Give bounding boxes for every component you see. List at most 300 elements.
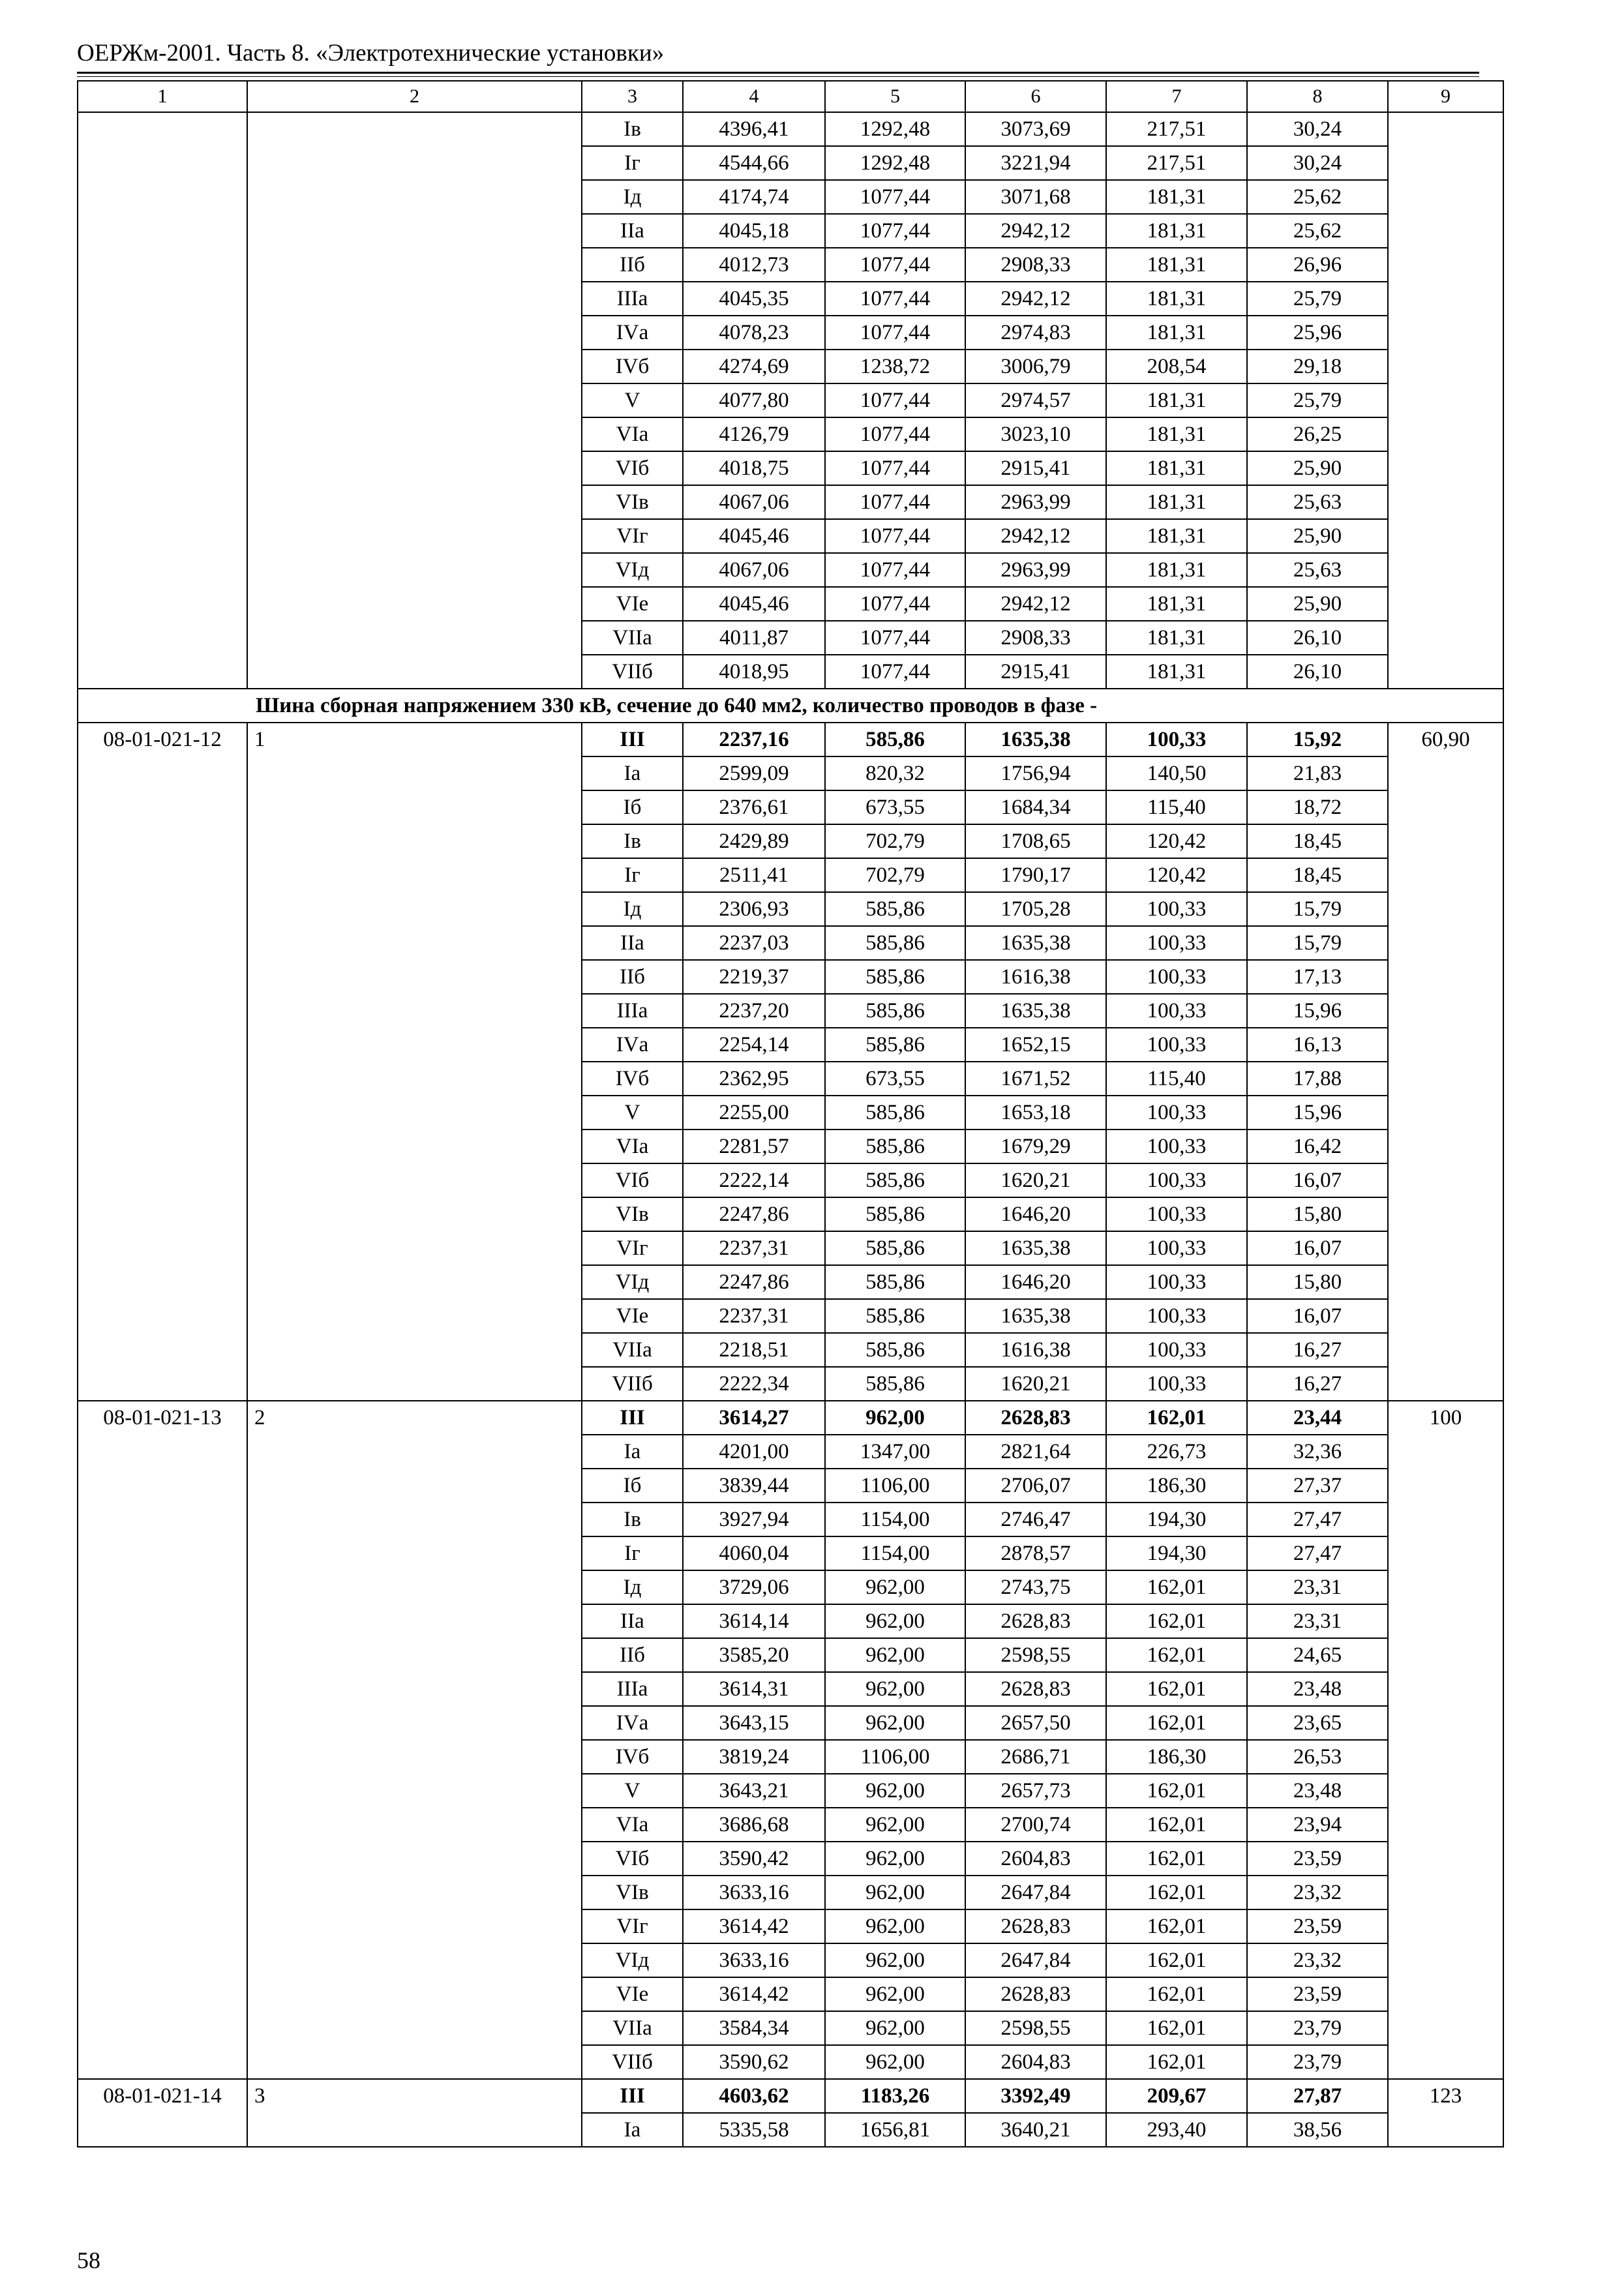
- value-cell: 3392,49: [965, 2079, 1106, 2113]
- value-cell: 162,01: [1106, 1943, 1247, 1977]
- value-cell: 181,31: [1106, 655, 1247, 689]
- category-cell: VIг: [582, 519, 683, 553]
- category-cell: VIе: [582, 1299, 683, 1333]
- category-cell: V: [582, 1774, 683, 1808]
- value-cell: 1077,44: [825, 587, 965, 621]
- value-cell: 1756,94: [965, 756, 1106, 790]
- value-cell: 3686,68: [683, 1808, 825, 1842]
- value-cell: 23,65: [1247, 1706, 1388, 1740]
- value-cell: 3073,69: [965, 112, 1106, 146]
- value-cell: 4018,75: [683, 451, 825, 485]
- value-cell: 1077,44: [825, 180, 965, 214]
- category-cell: VIIа: [582, 1333, 683, 1367]
- value-cell: 25,79: [1247, 383, 1388, 417]
- value-cell: 1106,00: [825, 1469, 965, 1503]
- value-cell: 3633,16: [683, 1943, 825, 1977]
- value-cell: 18,72: [1247, 790, 1388, 824]
- value-cell: 25,63: [1247, 553, 1388, 587]
- value-cell: 181,31: [1106, 417, 1247, 451]
- value-cell: 17,13: [1247, 960, 1388, 994]
- value-cell: 26,10: [1247, 655, 1388, 689]
- table-body: [78, 81, 1503, 2147]
- value-cell: 585,86: [825, 1299, 965, 1333]
- value-cell: 962,00: [825, 2045, 965, 2079]
- value-cell: 23,44: [1247, 1401, 1388, 1435]
- value-cell: 217,51: [1106, 112, 1247, 146]
- value-cell: 100,33: [1106, 1265, 1247, 1299]
- value-cell: 2247,86: [683, 1265, 825, 1299]
- value-cell: 162,01: [1106, 1570, 1247, 1604]
- value-cell: 1646,20: [965, 1197, 1106, 1231]
- value-cell: 1646,20: [965, 1265, 1106, 1299]
- value-cell: 3590,42: [683, 1842, 825, 1876]
- category-cell: IVб: [582, 1062, 683, 1096]
- value-cell: 702,79: [825, 824, 965, 858]
- value-cell: 25,62: [1247, 180, 1388, 214]
- value-cell: 181,31: [1106, 451, 1247, 485]
- value-cell: 100,33: [1106, 1096, 1247, 1130]
- column-header: 2: [247, 81, 582, 112]
- value-cell: 4077,80: [683, 383, 825, 417]
- value-cell: 3071,68: [965, 180, 1106, 214]
- value-cell: 4126,79: [683, 417, 825, 451]
- value-cell: 4045,18: [683, 214, 825, 248]
- value-cell: 1671,52: [965, 1062, 1106, 1096]
- value-cell: 1077,44: [825, 621, 965, 655]
- value-cell: 4018,95: [683, 655, 825, 689]
- category-cell: III: [582, 2079, 683, 2113]
- value-cell: 1077,44: [825, 417, 965, 451]
- value-cell: 820,32: [825, 756, 965, 790]
- value-cell: 4045,46: [683, 519, 825, 553]
- value-cell: 585,86: [825, 960, 965, 994]
- value-cell: 3927,94: [683, 1503, 825, 1536]
- value-cell: 4603,62: [683, 2079, 825, 2113]
- value-cell: 38,56: [1247, 2113, 1388, 2147]
- value-cell: 226,73: [1106, 1435, 1247, 1469]
- value-cell: 1656,81: [825, 2113, 965, 2147]
- value-cell: 1679,29: [965, 1130, 1106, 1163]
- column-header-row: [78, 81, 1503, 112]
- value-cell: 585,86: [825, 723, 965, 756]
- value-cell: 962,00: [825, 1909, 965, 1943]
- value-cell: 15,80: [1247, 1197, 1388, 1231]
- section-row: [78, 689, 1503, 723]
- value-cell: 162,01: [1106, 1808, 1247, 1842]
- value-cell: 3023,10: [965, 417, 1106, 451]
- row-total: 60,90: [1388, 723, 1503, 1401]
- value-cell: 115,40: [1106, 790, 1247, 824]
- value-cell: 962,00: [825, 1706, 965, 1740]
- value-cell: 30,24: [1247, 146, 1388, 180]
- value-cell: 100,33: [1106, 994, 1247, 1028]
- value-cell: 23,32: [1247, 1876, 1388, 1909]
- value-cell: 3819,24: [683, 1740, 825, 1774]
- value-cell: 23,59: [1247, 1842, 1388, 1876]
- value-cell: 2657,73: [965, 1774, 1106, 1808]
- value-cell: 1635,38: [965, 723, 1106, 756]
- value-cell: 5335,58: [683, 2113, 825, 2147]
- value-cell: 209,67: [1106, 2079, 1247, 2113]
- category-cell: IVб: [582, 350, 683, 383]
- value-cell: 2743,75: [965, 1570, 1106, 1604]
- value-cell: 2254,14: [683, 1028, 825, 1062]
- value-cell: 4174,74: [683, 180, 825, 214]
- value-cell: 100,33: [1106, 1197, 1247, 1231]
- value-cell: 21,83: [1247, 756, 1388, 790]
- category-cell: III: [582, 723, 683, 756]
- value-cell: 585,86: [825, 994, 965, 1028]
- value-cell: 2599,09: [683, 756, 825, 790]
- value-cell: 16,42: [1247, 1130, 1388, 1163]
- value-cell: 3729,06: [683, 1570, 825, 1604]
- value-cell: 162,01: [1106, 1672, 1247, 1706]
- value-cell: 16,13: [1247, 1028, 1388, 1062]
- category-cell: IVа: [582, 316, 683, 350]
- value-cell: 1708,65: [965, 824, 1106, 858]
- value-cell: 15,96: [1247, 994, 1388, 1028]
- value-cell: 4544,66: [683, 146, 825, 180]
- category-cell: VIд: [582, 553, 683, 587]
- value-cell: 1077,44: [825, 655, 965, 689]
- value-cell: 1077,44: [825, 383, 965, 417]
- value-cell: 3221,94: [965, 146, 1106, 180]
- value-cell: 26,25: [1247, 417, 1388, 451]
- value-cell: 100,33: [1106, 1130, 1247, 1163]
- value-cell: 181,31: [1106, 383, 1247, 417]
- category-cell: IIа: [582, 1604, 683, 1638]
- category-cell: VIIб: [582, 1367, 683, 1401]
- value-cell: 1653,18: [965, 1096, 1106, 1130]
- category-cell: VIг: [582, 1909, 683, 1943]
- category-cell: VIд: [582, 1943, 683, 1977]
- value-cell: 1292,48: [825, 112, 965, 146]
- value-cell: 2237,03: [683, 926, 825, 960]
- value-cell: 29,18: [1247, 350, 1388, 383]
- value-cell: 1077,44: [825, 485, 965, 519]
- value-cell: 585,86: [825, 892, 965, 926]
- value-cell: 2974,83: [965, 316, 1106, 350]
- header-rule-thin: [77, 76, 1479, 77]
- value-cell: 23,31: [1247, 1570, 1388, 1604]
- value-cell: 100,33: [1106, 1333, 1247, 1367]
- category-cell: Iа: [582, 756, 683, 790]
- value-cell: 2604,83: [965, 1842, 1106, 1876]
- value-cell: 18,45: [1247, 858, 1388, 892]
- value-cell: 162,01: [1106, 1604, 1247, 1638]
- value-cell: 2628,83: [965, 1604, 1106, 1638]
- value-cell: 2700,74: [965, 1808, 1106, 1842]
- value-cell: 100,33: [1106, 960, 1247, 994]
- value-cell: 1154,00: [825, 1503, 965, 1536]
- value-cell: 15,79: [1247, 892, 1388, 926]
- value-cell: 23,48: [1247, 1774, 1388, 1808]
- category-cell: VIв: [582, 485, 683, 519]
- value-cell: 15,96: [1247, 1096, 1388, 1130]
- value-cell: 673,55: [825, 1062, 965, 1096]
- category-cell: Iг: [582, 146, 683, 180]
- category-cell: VIв: [582, 1197, 683, 1231]
- category-cell: VIа: [582, 417, 683, 451]
- value-cell: 15,80: [1247, 1265, 1388, 1299]
- value-cell: 2511,41: [683, 858, 825, 892]
- value-cell: 1620,21: [965, 1163, 1106, 1197]
- value-cell: 18,45: [1247, 824, 1388, 858]
- value-cell: 2915,41: [965, 451, 1106, 485]
- value-cell: 3006,79: [965, 350, 1106, 383]
- value-cell: 217,51: [1106, 146, 1247, 180]
- value-cell: 26,96: [1247, 248, 1388, 282]
- value-cell: 3614,31: [683, 1672, 825, 1706]
- value-cell: 2222,14: [683, 1163, 825, 1197]
- value-cell: 115,40: [1106, 1062, 1247, 1096]
- value-cell: 25,79: [1247, 282, 1388, 316]
- value-cell: 4067,06: [683, 553, 825, 587]
- value-cell: 3585,20: [683, 1638, 825, 1672]
- value-cell: 1238,72: [825, 350, 965, 383]
- value-cell: 27,47: [1247, 1536, 1388, 1570]
- value-cell: 4078,23: [683, 316, 825, 350]
- value-cell: 100,33: [1106, 892, 1247, 926]
- value-cell: 100,33: [1106, 1231, 1247, 1265]
- category-cell: IVа: [582, 1706, 683, 1740]
- value-cell: 17,88: [1247, 1062, 1388, 1096]
- value-cell: 293,40: [1106, 2113, 1247, 2147]
- category-cell: VIIб: [582, 655, 683, 689]
- value-cell: 2604,83: [965, 2045, 1106, 2079]
- value-cell: 4045,46: [683, 587, 825, 621]
- value-cell: 3633,16: [683, 1876, 825, 1909]
- value-cell: 2963,99: [965, 553, 1106, 587]
- value-cell: 23,31: [1247, 1604, 1388, 1638]
- row-number: 2: [247, 1401, 582, 2079]
- category-cell: Iб: [582, 1469, 683, 1503]
- value-cell: 120,42: [1106, 858, 1247, 892]
- value-cell: 1154,00: [825, 1536, 965, 1570]
- value-cell: 1616,38: [965, 1333, 1106, 1367]
- value-cell: 181,31: [1106, 214, 1247, 248]
- value-cell: 181,31: [1106, 553, 1247, 587]
- page-number: 58: [77, 2247, 100, 2273]
- value-cell: 1077,44: [825, 451, 965, 485]
- value-cell: 2647,84: [965, 1943, 1106, 1977]
- value-cell: 181,31: [1106, 282, 1247, 316]
- value-cell: 100,33: [1106, 723, 1247, 756]
- value-cell: 585,86: [825, 926, 965, 960]
- value-cell: 2657,50: [965, 1706, 1106, 1740]
- value-cell: 1652,15: [965, 1028, 1106, 1062]
- value-cell: 585,86: [825, 1197, 965, 1231]
- row-total: 100: [1388, 1401, 1503, 2079]
- value-cell: 25,96: [1247, 316, 1388, 350]
- value-cell: 962,00: [825, 1570, 965, 1604]
- column-header: 5: [825, 81, 965, 112]
- value-cell: 585,86: [825, 1028, 965, 1062]
- value-cell: 25,62: [1247, 214, 1388, 248]
- value-cell: 1077,44: [825, 248, 965, 282]
- value-cell: 23,79: [1247, 2045, 1388, 2079]
- value-cell: 2362,95: [683, 1062, 825, 1096]
- category-cell: VIб: [582, 1842, 683, 1876]
- value-cell: 2598,55: [965, 2011, 1106, 2045]
- category-cell: IIб: [582, 1638, 683, 1672]
- value-cell: 2878,57: [965, 1536, 1106, 1570]
- value-cell: 25,90: [1247, 451, 1388, 485]
- value-cell: 585,86: [825, 1367, 965, 1401]
- value-cell: 2942,12: [965, 214, 1106, 248]
- value-cell: 962,00: [825, 1672, 965, 1706]
- row-number: [247, 112, 582, 689]
- value-cell: 181,31: [1106, 248, 1247, 282]
- value-cell: 100,33: [1106, 1028, 1247, 1062]
- value-cell: 3614,42: [683, 1909, 825, 1943]
- row-code: 08-01-021-14: [78, 2079, 247, 2147]
- value-cell: 3643,15: [683, 1706, 825, 1740]
- price-table: [77, 80, 1504, 2147]
- value-cell: 962,00: [825, 1401, 965, 1435]
- value-cell: 962,00: [825, 1876, 965, 1909]
- value-cell: 4396,41: [683, 112, 825, 146]
- value-cell: 16,07: [1247, 1163, 1388, 1197]
- value-cell: 2908,33: [965, 248, 1106, 282]
- category-cell: III: [582, 1401, 683, 1435]
- value-cell: 2706,07: [965, 1469, 1106, 1503]
- column-header: 6: [965, 81, 1106, 112]
- column-header: 4: [683, 81, 825, 112]
- section-title: Шина сборная напряжением 330 кВ, сечение до 640 мм2, количество проводов в фазе -: [78, 689, 1503, 723]
- category-cell: Iг: [582, 858, 683, 892]
- value-cell: 15,79: [1247, 926, 1388, 960]
- value-cell: 962,00: [825, 1774, 965, 1808]
- category-cell: Iа: [582, 2113, 683, 2147]
- value-cell: 1077,44: [825, 553, 965, 587]
- value-cell: 2628,83: [965, 1909, 1106, 1943]
- value-cell: 181,31: [1106, 621, 1247, 655]
- value-cell: 1635,38: [965, 1299, 1106, 1333]
- value-cell: 162,01: [1106, 2045, 1247, 2079]
- value-cell: 100,33: [1106, 926, 1247, 960]
- value-cell: 1635,38: [965, 994, 1106, 1028]
- value-cell: 2908,33: [965, 621, 1106, 655]
- category-cell: VIа: [582, 1808, 683, 1842]
- category-cell: IIIа: [582, 1672, 683, 1706]
- value-cell: 1684,34: [965, 790, 1106, 824]
- category-cell: Iв: [582, 112, 683, 146]
- value-cell: 2598,55: [965, 1638, 1106, 1672]
- category-cell: Iд: [582, 1570, 683, 1604]
- value-cell: 2915,41: [965, 655, 1106, 689]
- value-cell: 2219,37: [683, 960, 825, 994]
- value-cell: 2281,57: [683, 1130, 825, 1163]
- value-cell: 2686,71: [965, 1740, 1106, 1774]
- value-cell: 25,90: [1247, 519, 1388, 553]
- row-total: 123: [1388, 2079, 1503, 2147]
- value-cell: 585,86: [825, 1096, 965, 1130]
- value-cell: 2974,57: [965, 383, 1106, 417]
- category-cell: IIIа: [582, 282, 683, 316]
- column-header: 9: [1388, 81, 1503, 112]
- value-cell: 2942,12: [965, 587, 1106, 621]
- page-header: ОЕРЖм-2001. Часть 8. «Электротехнические установки»: [77, 40, 665, 67]
- value-cell: 162,01: [1106, 1774, 1247, 1808]
- value-cell: 27,87: [1247, 2079, 1388, 2113]
- value-cell: 2237,31: [683, 1231, 825, 1265]
- value-cell: 1347,00: [825, 1435, 965, 1469]
- value-cell: 585,86: [825, 1265, 965, 1299]
- value-cell: 16,07: [1247, 1299, 1388, 1333]
- value-cell: 24,65: [1247, 1638, 1388, 1672]
- value-cell: 2942,12: [965, 519, 1106, 553]
- category-cell: IIа: [582, 926, 683, 960]
- value-cell: 1292,48: [825, 146, 965, 180]
- value-cell: 23,59: [1247, 1977, 1388, 2011]
- value-cell: 2963,99: [965, 485, 1106, 519]
- value-cell: 23,94: [1247, 1808, 1388, 1842]
- category-cell: IIа: [582, 214, 683, 248]
- value-cell: 1616,38: [965, 960, 1106, 994]
- value-cell: 2218,51: [683, 1333, 825, 1367]
- value-cell: 1077,44: [825, 316, 965, 350]
- value-cell: 27,47: [1247, 1503, 1388, 1536]
- category-cell: VIд: [582, 1265, 683, 1299]
- value-cell: 4067,06: [683, 485, 825, 519]
- category-cell: V: [582, 383, 683, 417]
- value-cell: 962,00: [825, 1638, 965, 1672]
- value-cell: 26,53: [1247, 1740, 1388, 1774]
- value-cell: 3584,34: [683, 2011, 825, 2045]
- value-cell: 100,33: [1106, 1163, 1247, 1197]
- value-cell: 2222,34: [683, 1367, 825, 1401]
- value-cell: 162,01: [1106, 1909, 1247, 1943]
- value-cell: 194,30: [1106, 1536, 1247, 1570]
- value-cell: 3614,42: [683, 1977, 825, 2011]
- value-cell: 181,31: [1106, 485, 1247, 519]
- value-cell: 585,86: [825, 1231, 965, 1265]
- category-cell: VIб: [582, 1163, 683, 1197]
- column-header: 8: [1247, 81, 1388, 112]
- category-cell: IVа: [582, 1028, 683, 1062]
- value-cell: 120,42: [1106, 824, 1247, 858]
- value-cell: 1705,28: [965, 892, 1106, 926]
- value-cell: 1635,38: [965, 926, 1106, 960]
- table-row: [78, 723, 1503, 756]
- column-header: 1: [78, 81, 247, 112]
- value-cell: 3614,27: [683, 1401, 825, 1435]
- value-cell: 162,01: [1106, 1842, 1247, 1876]
- value-cell: 2746,47: [965, 1503, 1106, 1536]
- value-cell: 2237,16: [683, 723, 825, 756]
- value-cell: 23,32: [1247, 1943, 1388, 1977]
- value-cell: 162,01: [1106, 1706, 1247, 1740]
- value-cell: 23,59: [1247, 1909, 1388, 1943]
- value-cell: 162,01: [1106, 1401, 1247, 1435]
- value-cell: 2237,20: [683, 994, 825, 1028]
- value-cell: 15,92: [1247, 723, 1388, 756]
- value-cell: 181,31: [1106, 180, 1247, 214]
- value-cell: 162,01: [1106, 1977, 1247, 2011]
- value-cell: 962,00: [825, 2011, 965, 2045]
- value-cell: 4045,35: [683, 282, 825, 316]
- value-cell: 2628,83: [965, 1672, 1106, 1706]
- value-cell: 1077,44: [825, 282, 965, 316]
- value-cell: 2647,84: [965, 1876, 1106, 1909]
- value-cell: 962,00: [825, 1808, 965, 1842]
- value-cell: 26,10: [1247, 621, 1388, 655]
- value-cell: 16,07: [1247, 1231, 1388, 1265]
- value-cell: 100,33: [1106, 1299, 1247, 1333]
- value-cell: 16,27: [1247, 1333, 1388, 1367]
- value-cell: 3640,21: [965, 2113, 1106, 2147]
